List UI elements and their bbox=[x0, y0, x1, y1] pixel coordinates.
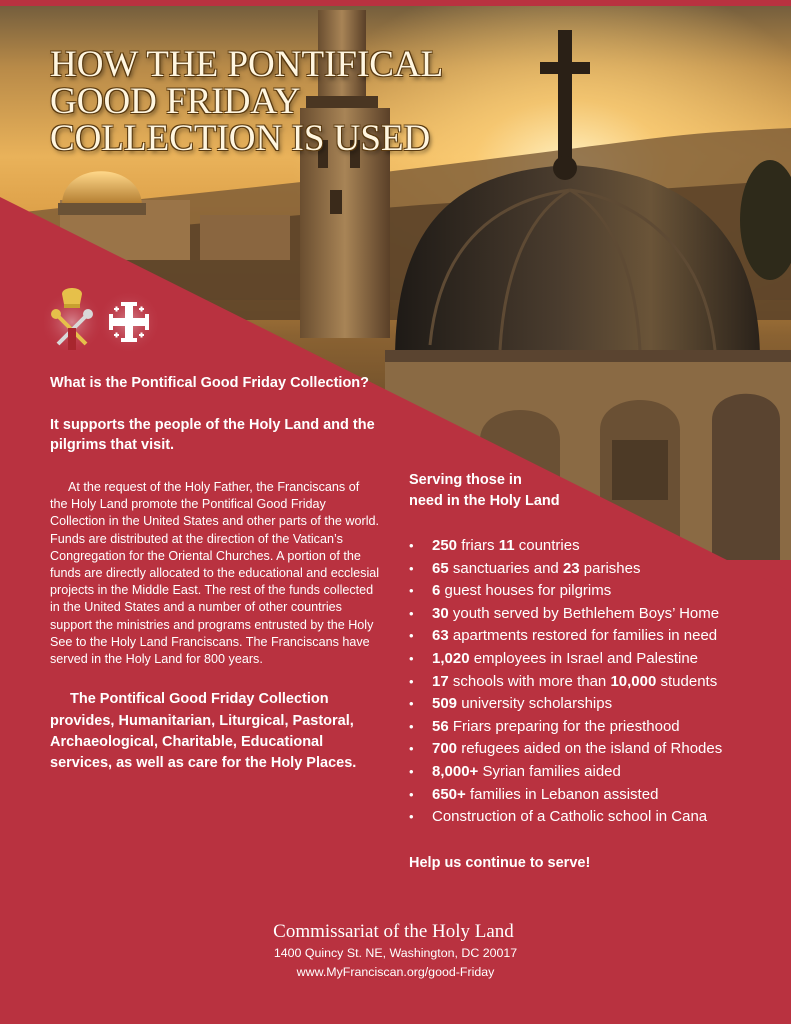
title-line-3: COLLECTION IS USED bbox=[50, 118, 431, 159]
call-to-action: Help us continue to serve! bbox=[409, 854, 591, 871]
list-item: • 8,000+ Syrian families aided bbox=[409, 761, 779, 784]
left-column bbox=[50, 373, 380, 775]
list-item: • 56 Friars preparing for the priesthood bbox=[409, 716, 779, 739]
answer-heading: It supports the people of the Holy Land and the pilgrims that visit. bbox=[50, 417, 375, 453]
list-item: • 6 guest houses for pilgrims bbox=[409, 580, 779, 603]
top-accent-bar bbox=[0, 0, 791, 6]
list-item: • 30 youth served by Bethlehem Boys’ Home bbox=[409, 603, 779, 626]
list-item: • 700 refugees aided on the island of Rhodes bbox=[409, 738, 779, 761]
intro-paragraph: At the request of the Holy Father, the Franciscans of the Holy Land promote the Pontifical Good Friday Collection in the United States and other parts of the world. Funds are distributed at the direction of the Vatican’s Congregation for the Oriental Churches. A portion of the funds are directly allocated to the educational and ecclesial projects in the Middle East. The rest of the funds collected in the United States and a number of other countries support the ministries and programs entrusted by the Holy See to the Holy Land Franciscans. The Franciscans have served in the Holy Land for 800 years. bbox=[50, 480, 380, 667]
website-link[interactable]: www.MyFranciscan.org/good-Friday bbox=[296, 965, 495, 979]
list-item: • 509 university scholarships bbox=[409, 693, 779, 716]
question-heading: What is the Pontifical Good Friday Collection? bbox=[50, 375, 370, 391]
logo-group bbox=[44, 288, 174, 358]
address: 1400 Quincy St. NE, Washington, DC 20017 bbox=[273, 946, 518, 960]
list-item: • 650+ families in Lebanon assisted bbox=[409, 784, 779, 807]
list-item: • 250 friars 11 countries bbox=[409, 535, 779, 558]
right-column bbox=[409, 470, 779, 873]
list-item: • 63 apartments restored for families in need bbox=[409, 625, 779, 648]
serving-heading-line-2: need in the Holy Land bbox=[409, 493, 560, 509]
services-paragraph: The Pontifical Good Friday Collection provides, Humanitarian, Liturgical, Pastoral, Archaeological, Charitable, Educational services, as well as care for the Holy Places. bbox=[50, 691, 357, 772]
org-name: Commissariat of the Holy Land bbox=[273, 921, 514, 942]
list-item: • 17 schools with more than 10,000 students bbox=[409, 671, 779, 694]
footer bbox=[0, 920, 791, 982]
list-item: • 1,020 employees in Israel and Palestine bbox=[409, 648, 779, 671]
list-item: • Construction of a Catholic school in Cana bbox=[409, 806, 779, 829]
page-title bbox=[50, 46, 480, 157]
jerusalem-cross-icon bbox=[109, 302, 149, 342]
list-item: • 65 sanctuaries and 23 parishes bbox=[409, 558, 779, 581]
serving-heading bbox=[409, 470, 779, 512]
serving-heading-line-1: Serving those in bbox=[409, 472, 522, 488]
title-line-1: HOW THE PONTIFICAL bbox=[50, 44, 444, 85]
stats-list bbox=[409, 535, 779, 829]
title-line-2: GOOD FRIDAY bbox=[50, 81, 301, 122]
